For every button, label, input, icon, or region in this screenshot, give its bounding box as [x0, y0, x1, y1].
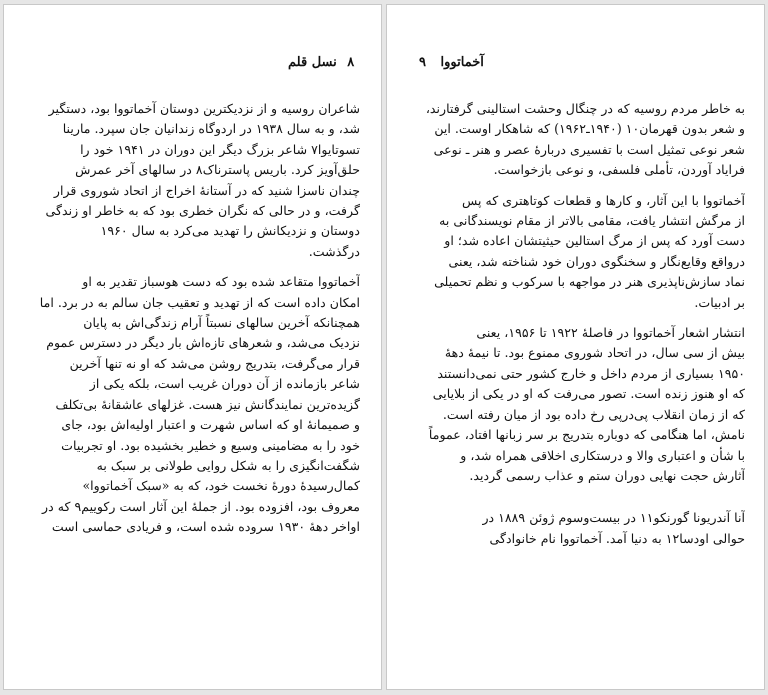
text-line: و شعر بدون قهرمان۱۰ (۱۹۴۰ـ۱۹۶۲) که شاهکار اوست. این — [434, 121, 745, 137]
text-line: تسوتایوا۷ شاعر بزرگ دیگر این دوران در ۱۹۴۱ خود را — [80, 141, 360, 157]
left-page-body — [40, 99, 360, 538]
text-line: فرایاد آوردن، تأملی فلسفی، و نوعی بازخواست. — [493, 162, 745, 178]
text-line: کمال‌رسیدهٔ دورهٔ نخست خود، که به «سبک آخماتووا» — [82, 478, 360, 494]
text-line: شد، و به سال ۱۹۳۸ در اردوگاه زندانیان جان سپرد. مارینا — [62, 121, 360, 137]
text-line: شاعر بازمانده از آن دوران غریب است، بلکه یکی از — [89, 376, 360, 392]
text-line: انتشار اشعار آخماتووا در فاصلهٔ ۱۹۲۲ تا ۱۹۵۶، یعنی — [476, 325, 745, 341]
text-line: اواخر دههٔ ۱۹۳۰ سروده شده است، و فریادی حماسی است — [51, 519, 360, 535]
text-line: بیش از سی سال، در اتحاد شوروی ممنوع بود. تا نیمهٔ دههٔ — [444, 345, 745, 361]
text-line: شگفت‌انگیزی را به شکل روایی طولانی بر سبک به — [96, 457, 360, 473]
text-line: درواقع وقایع‌نگار و سخنگوی دوران خود شناخته شد، یعنی — [448, 253, 745, 269]
left-page — [3, 4, 382, 690]
text-line: دوستان و نزدیکانش را تهدید می‌کرد به سال ۱۹۶۰ — [100, 223, 360, 239]
text-line: بر ادبیات. — [694, 294, 745, 310]
page-number: ۹ — [419, 55, 426, 70]
text-line: امکان داده است که از تهدید و تعقیب جان سالم به در برد. اما — [40, 294, 360, 310]
text-line: همچنانکه آخرین سالهای نسبتاً آرام زندگی‌اش به پایان — [83, 315, 360, 331]
right-page-body — [419, 99, 745, 549]
text-line: قرار می‌گرفت، بتدریج روشن می‌شد که او نه تنها آخرین — [69, 355, 360, 371]
text-line: آنا آندریونا گورنکو۱۱ در بیست‌وسوم ژوئن ۱۸۸۹ در — [482, 510, 745, 526]
paragraph — [419, 508, 745, 549]
text-line: شاعران روسیه و از نزدیکترین دوستان آخماتووا بود، دستگیر — [48, 101, 360, 116]
paragraph — [40, 99, 360, 262]
text-line: آخماتووا با این آثار، و کارها و قطعات کوتاهتری که پس — [461, 192, 745, 208]
text-line: که او هنوز زنده است. تصور می‌رفت که او در یکی از بلایایی — [432, 386, 745, 402]
text-line: و صمیمانهٔ او که اساس شهرت و اعتبار اولیه‌اش بود، جای — [61, 417, 360, 433]
text-line: درگذشت. — [308, 243, 360, 259]
text-line: از مرگش انتشار یافت، مقامی بالاتر از مقام نویسندگانی به — [439, 213, 745, 229]
text-line: ۱۹۵۰ بسیاری از مردم داخل و خارج کشور حتی نمی‌دانستند — [437, 365, 745, 381]
text-line: نامش، اما هنگامی که دوباره بتدریج بر سر زبانها افتاد، عموماً — [428, 427, 745, 443]
right-page — [386, 4, 765, 690]
text-line: آخماتووا متقاعد شده بود که دست هوسباز تقدیر به او — [82, 274, 360, 290]
paragraph — [419, 191, 745, 313]
page-number: ۸ — [347, 55, 355, 70]
running-head: آخماتووا — [440, 55, 484, 70]
text-line: شعر نوعی تمثیل است با تفسیری دربارهٔ عصر و هنر ـ نوعی — [433, 141, 745, 157]
text-line: چندان ناسزا شنید که در آستانهٔ اخراج از اتحاد شوروی قرار — [53, 182, 360, 198]
text-line: حلق‌آویز کرد. باریس پاسترناک۸ در سالهای آخر عمرش — [75, 162, 360, 178]
text-line: نماد سازش‌ناپذیری هنر در مواجهه با سرکوب و نظم تحمیلی — [434, 274, 745, 290]
text-line: آثارش حجت نهایی دوران ستم و عذاب رسمی گردید. — [469, 467, 745, 483]
text-line: دست آورد که پس از مرگ استالین حیثیتشان اعاده شد؛ او — [444, 233, 745, 249]
paragraph — [40, 272, 360, 537]
paragraph — [419, 323, 745, 486]
text-line: خود را به مضامینی وسیع و خطیر بخشیده بود. او تجربیات — [61, 437, 360, 453]
running-head: نسل قلم — [288, 55, 337, 70]
text-line: گرفت، و در حالی که نگران خطری بود که به خاطر او زندگی — [45, 203, 360, 219]
text-line: گزیده‌ترین نمایندگانش نیز هست. غزلهای عاشقانهٔ بی‌تکلف — [55, 396, 360, 412]
text-line: معروف بود، افزوده بود. از جملهٔ این آثار است رکوییم۹ که در — [42, 498, 360, 514]
text-line: که از زمان انقلاب پی‌درپی رخ داده بود از میان رفته است. — [442, 406, 745, 422]
paragraph — [419, 99, 745, 181]
text-line: نزدیک می‌شد، و شعرهای تازه‌اش بار دیگر در دسترس عموم — [46, 335, 360, 351]
right-page-header — [419, 55, 484, 75]
text-line: با شأن و اعتباری والا و درستکاری اخلاقی همراه شد، و — [460, 447, 745, 463]
text-line: به خاطر مردم روسیه که در چنگال وحشت استالینی گرفتارند، — [425, 101, 745, 116]
left-page-header — [288, 55, 354, 75]
text-line: حوالی اودسا۱۲ به دنیا آمد. آخماتووا نام خانوادگی — [489, 530, 745, 546]
